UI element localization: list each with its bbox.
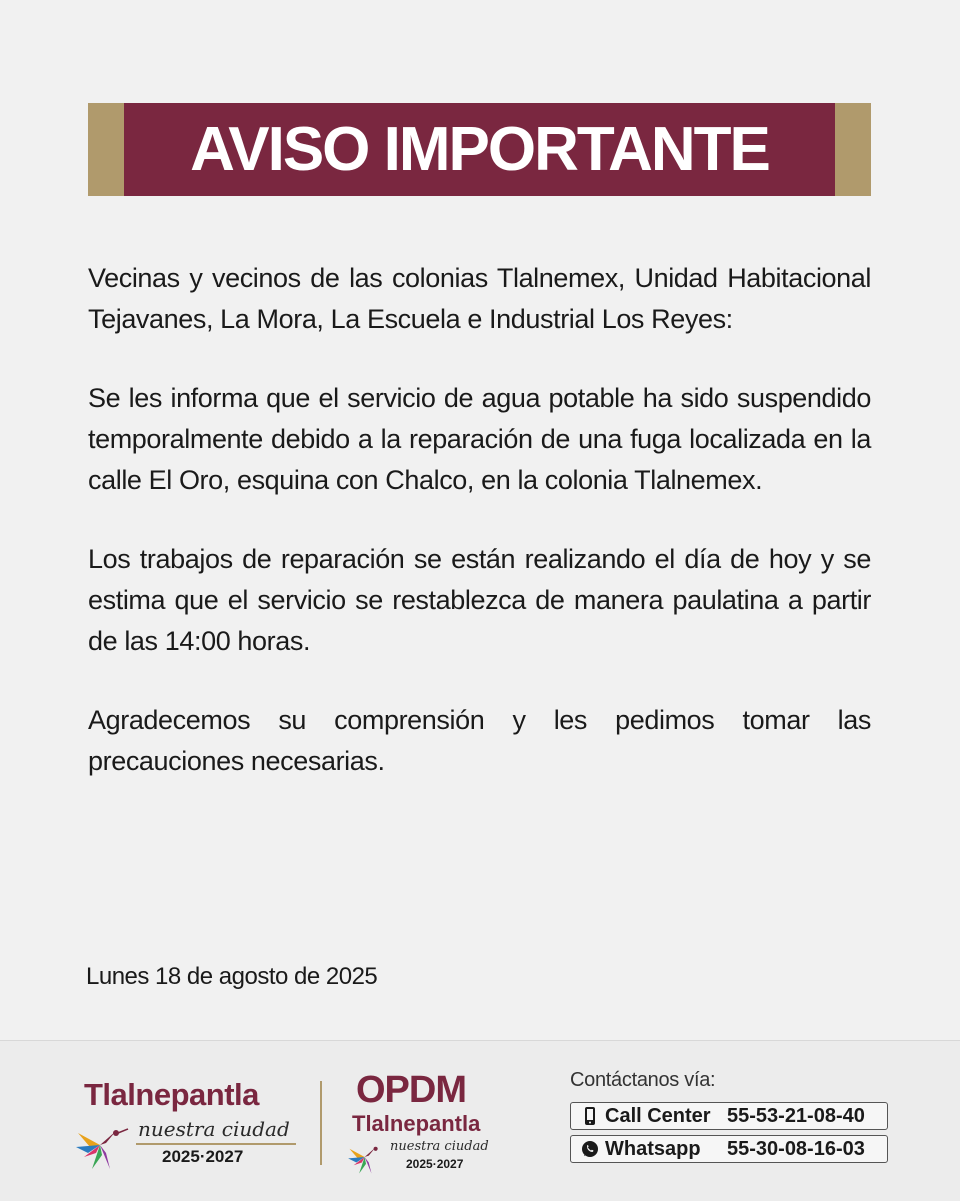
whatsapp-label: Whatsapp <box>605 1137 701 1160</box>
call-center-row[interactable] <box>570 1102 888 1130</box>
opdm-brand: Tlalnepantla <box>352 1111 481 1136</box>
logo-divider <box>320 1081 322 1165</box>
call-center-number[interactable]: 55-53-21-08-40 <box>727 1104 865 1127</box>
footer <box>0 1040 960 1201</box>
contact-box <box>570 1069 900 1168</box>
hummingbird-icon <box>70 1113 134 1177</box>
opdm-years: 2025·2027 <box>406 1157 464 1171</box>
tlalnepantla-logo <box>70 1077 310 1177</box>
whatsapp-icon <box>581 1139 599 1159</box>
phone-icon <box>581 1106 599 1126</box>
logo-years: 2025·2027 <box>162 1147 244 1166</box>
notice-date: Lunes 18 de agosto de 2025 <box>86 963 378 990</box>
opdm-logo <box>344 1069 514 1189</box>
whatsapp-row[interactable] <box>570 1135 888 1163</box>
page-title: AVISO IMPORTANTE <box>190 115 769 184</box>
paragraph-addressees: Vecinas y vecinos de las colonias Tlalnemex, Unidad Habitacional Tejavanes, La Mora, La Escuela e Industrial Los Reyes: <box>88 263 871 334</box>
paragraph-thanks: Agradecemos su comprensión y les pedimos tomar las precauciones necesarias. <box>88 705 871 776</box>
whatsapp-number[interactable]: 55-30-08-16-03 <box>727 1137 865 1160</box>
logo-underline <box>136 1143 296 1145</box>
hummingbird-icon <box>344 1135 388 1179</box>
opdm-tagline: nuestra ciudad <box>390 1139 489 1154</box>
banner-inner <box>124 103 835 196</box>
logo-tagline: nuestra ciudad <box>138 1117 290 1141</box>
contact-title: Contáctanos vía: <box>570 1069 716 1091</box>
header-banner <box>88 103 871 196</box>
paragraph-suspension: Se les informa que el servicio de agua potable ha sido suspendido temporalmente debido a la reparación de una fuga localizada en la calle El Oro, esquina con Chalco, en la colonia Tlalnemex. <box>88 383 871 495</box>
paragraph-repair: Los trabajos de reparación se están realizando el día de hoy y se estima que el servicio se restablezca de manera paulatina a partir de las 14:00 horas. <box>88 544 871 656</box>
notice-body <box>88 258 871 820</box>
logo-brand: Tlalnepantla <box>84 1077 259 1112</box>
opdm-org: OPDM <box>356 1069 466 1111</box>
call-center-label: Call Center <box>605 1104 711 1127</box>
